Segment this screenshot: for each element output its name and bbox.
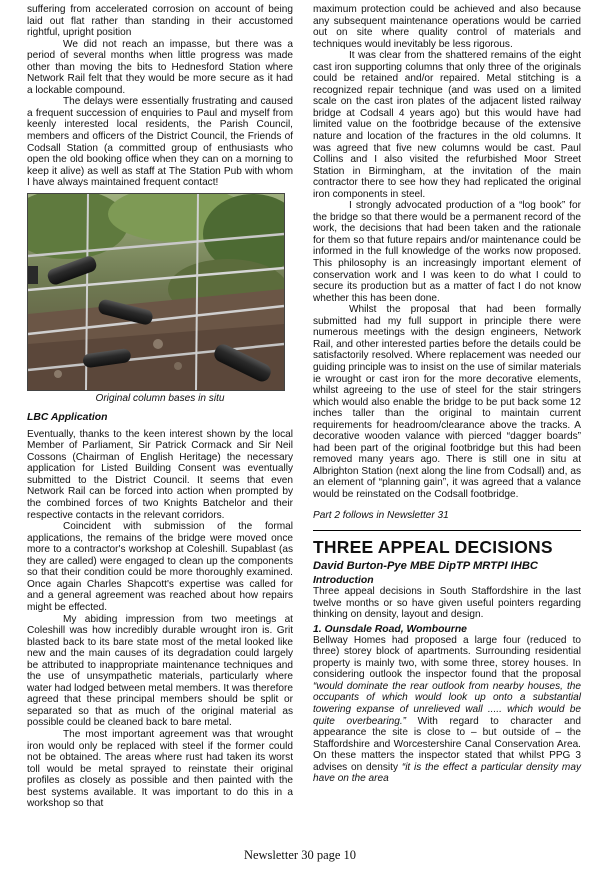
paragraph: I strongly advocated production of a “log book” for the bridge so that there would be a permanent record of the work, the decisions that had been taken and the rationale for them so that future repairs and/or maintenance could be informed in the full knowledge of the works now proposed. This philosophy is an increasingly important element of conservation work and I was keen to do what I could to secure its production but as a matter of fact I do not know whether this has been done.: [313, 200, 581, 304]
paragraph: maximum protection could be achieved and also because any subsequent maintenance operations would be carried out on site where quality control of materials and techniques would inevitably be less rigorous.: [313, 4, 581, 50]
quote: “would dominate the rear outlook from nearby houses, the occupants of which would look up onto a substantial towering expanse of unrelieved wall ..... which would be quite overbearing.”: [313, 680, 581, 727]
photo-caption: Original column bases in situ: [95, 392, 225, 404]
continuation-note: Part 2 follows in Newsletter 31: [313, 509, 449, 521]
paragraph: My abiding impression from two meetings at Coleshill was how incredibly durable wrought iron is. Grit blasted back to its bare state most of the metal looked like new and the main causes of its degradation could largely be attributed to inappropriate maintenance techniques and the use of unsympathetic materials, particularly where water had lodged between metal members. It was therefore agreed that these principal members should be split or separated so that as much of the original material as possible could be cleaned back to bare metal.: [27, 613, 293, 729]
paragraph: We did not reach an impasse, but there was a period of several months when little progress was made other than moving the bits to Hednesford Station where Network Rail felt that they would be more secure as it had a lockable compound.: [27, 38, 293, 96]
left-column: [27, 4, 293, 810]
paragraph: It was clear from the shattered remains of the eight cast iron supporting columns that only three of the originals could be retained and/or repaired. Metal stitching is a recognized repair technique (and was used on a limited scale on the cast iron plates of the adjacent listed railway bridge at Codsall 4 years ago) but this would have had limited value on the footbridge because of the extensive nature and location of the fractures in the old columns. It was agreed that five new columns would be cast. Paul Collins and I also visited the refurbished Moor Street Station in Birmingham, at the invitation of the main contractor there to see how they had replicated the original iron components in steel.: [313, 50, 581, 200]
quote: “it is the effect a particular density may have on the area: [313, 761, 581, 785]
article-title: THREE APPEAL DECISIONS: [313, 537, 553, 558]
right-column: [313, 4, 581, 785]
paragraph: [313, 635, 581, 785]
page-footer: Newsletter 30 page 10: [243, 848, 357, 862]
article-byline: David Burton-Pye MBE DipTP MRTPI IHBC: [313, 560, 539, 573]
paragraph: Whilst the proposal that had been formally submitted had my full support in principle there were numerous meetings with the design engineers, Network Rail, and other interested parties before the details could be satisfactorily resolved. Where replacement was needed our guiding principle was to insist on the use of similar materials ie wrought or cast iron for the more decorative elements, whilst agreeing to the use of steel for the stair stringers which would also enable the bridge to be put back some 12 inches taller than the original to maintain current requirements for headroom/clearance above the tracks. A decorative wooden valance with pierced “dagger boards” had been part of the original footbridge but this had been removed many years ago. There is still one in situ at Albrighton Station (next along the line from Codsall) and, as an element of “planning gain”, it was agreed that a valance would be reinstated on the Codsall footbridge.: [313, 304, 581, 500]
section-divider: [313, 530, 581, 531]
paragraph: Coincident with submission of the formal applications, the remains of the bridge were moved once more to a contractor's workshop at Coleshill. Supablast (as they are called) were engaged to clean up the components so that their condition could be more thoroughly examined. Once again Charles Shapcott's expertise was called for and a general agreement was reached about how repairs might be effected.: [27, 521, 293, 613]
section-heading: Introduction: [313, 575, 374, 587]
section-heading: LBC Application: [27, 411, 108, 423]
column-bases-photo: [27, 193, 285, 391]
paragraph: suffering from accelerated corrosion on account of being laid out flat rather than standing in their accustomed rightful, upright position: [27, 4, 293, 39]
paragraph: Eventually, thanks to the keen interest shown by the local Member of Parliament, Sir Patrick Cormack and Sir Neil Cossons (Chairman of English Heritage) the necessary application for Listed Building Consent was eventually submitted to the District Council. It seems that even Network Rail can be forced into action when prompted by the combined forces of two Knights Batchelor and their respective contacts in the relevant corridors.: [27, 428, 293, 521]
text-run: With regard to character and appearance the site is close to – but outside of – the Staffordshire and Worcestershire Canal Conservation Area. On these matters the inspector stated that whilst PPG 3 advises on density: [313, 715, 581, 773]
paragraph: Three appeal decisions in South Staffordshire in the last twelve months or so have given useful pointers regarding thinking on density, layout and design.: [313, 586, 581, 621]
paragraph: The most important agreement was that wrought iron would only be replaced with steel if the former could not be obtained. The areas where rust had taken its worst toll would be metal sprayed to reinstate their original profiles as closely as possible and then painted with the best systems available. It was important to do this in a workshop so that: [27, 728, 293, 810]
text-run: Bellway Homes had proposed a large four (reduced to three) storey block of apartments. Surrounding residential property is mainly two, with some three, storey houses. In considering outlook the inspector found that the proposal: [313, 634, 581, 681]
section-heading: 1. Ounsdale Road, Wombourne: [313, 623, 467, 635]
paragraph: The delays were essentially frustrating and caused a frequent succession of enquiries to Paul and myself from keenly interested local residents, the Parish Council, members and officers of the District Council, the Friends of Codsall Station (a committed group of enthusiasts who open the old booking office when they can on a morning to keep it alive) as well as staff at The Station Pub with whom I have always maintained frequent contact!: [27, 96, 293, 189]
